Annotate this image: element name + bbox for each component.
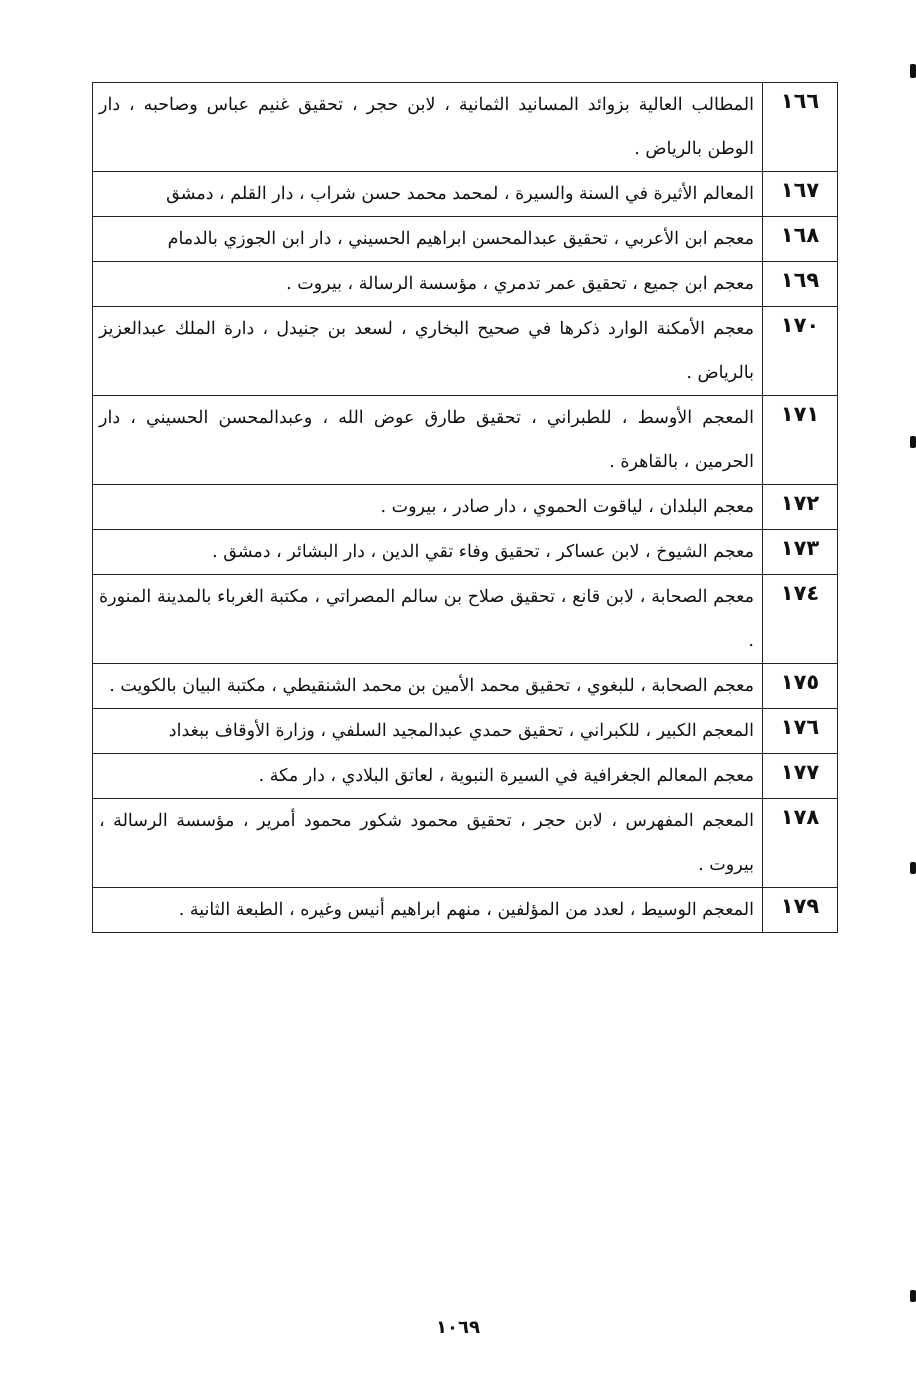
margin-mark-2 <box>910 436 916 448</box>
margin-mark-1 <box>910 64 916 78</box>
reference-text: المعجم المفهرس ، لابن حجر ، تحقيق محمود شكور محمود أمرير ، مؤسسة الرسالة ، بيروت . <box>93 799 763 888</box>
reference-text: المعجم الأوسط ، للطبراني ، تحقيق طارق عوض الله ، وعبدالمحسن الحسيني ، دار الحرمين ، بالقاهرة . <box>93 396 763 485</box>
reference-text: معجم ابن جميع ، تحقيق عمر تدمري ، مؤسسة الرسالة ، بيروت . <box>93 262 763 307</box>
reference-text: معجم الأمكنة الوارد ذكرها في صحيح البخاري ، لسعد بن جنيدل ، دارة الملك عبدالعزيز بالرياض . <box>93 307 763 396</box>
reference-row <box>93 530 838 575</box>
reference-row <box>93 664 838 709</box>
reference-text: معجم البلدان ، لياقوت الحموي ، دار صادر ، بيروت . <box>93 485 763 530</box>
reference-number: ١٦٦ <box>763 83 838 172</box>
reference-row <box>93 262 838 307</box>
margin-mark-4 <box>910 1290 916 1302</box>
reference-number: ١٧٤ <box>763 575 838 664</box>
reference-number: ١٧٩ <box>763 888 838 933</box>
reference-text: المعجم الكبير ، للكبراني ، تحقيق حمدي عبدالمجيد السلفي ، وزارة الأوقاف ببغداد <box>93 709 763 754</box>
reference-number: ١٧٣ <box>763 530 838 575</box>
reference-number: ١٧٠ <box>763 307 838 396</box>
reference-row <box>93 307 838 396</box>
reference-row <box>93 396 838 485</box>
reference-text: المعالم الأثيرة في السنة والسيرة ، لمحمد محمد حسن شراب ، دار القلم ، دمشق <box>93 172 763 217</box>
reference-text: معجم ابن الأعربي ، تحقيق عبدالمحسن ابراهيم الحسيني ، دار ابن الجوزي بالدمام <box>93 217 763 262</box>
reference-row <box>93 485 838 530</box>
reference-text: معجم الشيوخ ، لابن عساكر ، تحقيق وفاء تقي الدين ، دار البشائر ، دمشق . <box>93 530 763 575</box>
reference-number: ١٧٥ <box>763 664 838 709</box>
reference-row <box>93 172 838 217</box>
references-table <box>92 82 838 933</box>
reference-number: ١٧١ <box>763 396 838 485</box>
reference-text: المعجم الوسيط ، لعدد من المؤلفين ، منهم ابراهيم أنيس وغيره ، الطبعة الثانية . <box>93 888 763 933</box>
reference-row <box>93 754 838 799</box>
page-number: ١٠٦٩ <box>436 1317 480 1338</box>
reference-number: ١٧٦ <box>763 709 838 754</box>
margin-mark-3 <box>910 862 916 874</box>
reference-row <box>93 83 838 172</box>
reference-row <box>93 575 838 664</box>
reference-number: ١٧٢ <box>763 485 838 530</box>
reference-text: المطالب العالية بزوائد المسانيد الثمانية ، لابن حجر ، تحقيق غنيم عباس وصاحبه ، دار الوطن بالرياض . <box>93 83 763 172</box>
reference-number: ١٧٨ <box>763 799 838 888</box>
reference-row <box>93 888 838 933</box>
reference-text: معجم المعالم الجغرافية في السيرة النبوية ، لعاتق البلادي ، دار مكة . <box>93 754 763 799</box>
reference-number: ١٦٩ <box>763 262 838 307</box>
reference-row <box>93 217 838 262</box>
reference-row <box>93 799 838 888</box>
reference-text: معجم الصحابة ، لابن قانع ، تحقيق صلاح بن سالم المصراتي ، مكتبة الغرباء بالمدينة المنورة . <box>93 575 763 664</box>
reference-text: معجم الصحابة ، للبغوي ، تحقيق محمد الأمين بن محمد الشنقيطي ، مكتبة البيان بالكويت . <box>93 664 763 709</box>
reference-number: ١٧٧ <box>763 754 838 799</box>
reference-row <box>93 709 838 754</box>
reference-number: ١٦٨ <box>763 217 838 262</box>
reference-number: ١٦٧ <box>763 172 838 217</box>
references-table-body <box>93 83 838 933</box>
